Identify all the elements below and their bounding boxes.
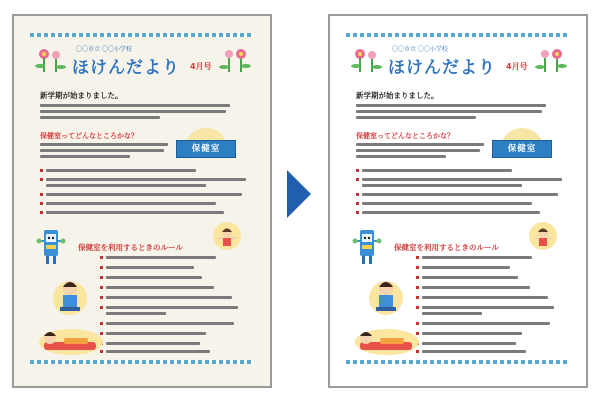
body-text-line	[362, 184, 522, 187]
body-text-line	[422, 286, 530, 289]
body-text-line	[422, 276, 518, 279]
flower-icon	[219, 46, 251, 74]
body-text-line	[422, 322, 550, 325]
mascot-illustration	[352, 226, 382, 270]
bullet-icon	[416, 266, 419, 269]
body-text-line	[422, 306, 554, 309]
body-text-line	[362, 178, 562, 181]
body-text-line	[362, 202, 532, 205]
flower-icon	[535, 46, 567, 74]
issue-label: 4月号	[190, 62, 212, 71]
body-text-line	[46, 169, 196, 172]
page-before	[12, 14, 272, 388]
page-after	[328, 14, 588, 388]
bullet-icon	[356, 211, 359, 214]
body-text-line	[106, 286, 214, 289]
bottom-border-stripe	[30, 360, 254, 364]
school-name: 〇〇市立 〇〇小学校	[392, 46, 448, 53]
bullet-icon	[356, 169, 359, 172]
body-text-line	[46, 211, 224, 214]
body-text-line	[422, 266, 510, 269]
bullet-icon	[100, 276, 103, 279]
body-text-line	[106, 312, 166, 315]
section-heading-rules: 保健室を利用するときのルール	[394, 243, 499, 252]
section-heading-rules: 保健室を利用するときのルール	[78, 243, 183, 252]
bullet-icon	[100, 306, 103, 309]
school-name: 〇〇市立 〇〇小学校	[76, 46, 132, 53]
bullet-icon	[40, 202, 43, 205]
newsletter-title: ほけんだより	[388, 58, 496, 78]
arrow-right-icon	[283, 168, 313, 220]
body-text-line	[356, 116, 476, 119]
body-text-line	[422, 342, 516, 345]
body-text-line	[40, 149, 164, 152]
bullet-icon	[40, 193, 43, 196]
body-text-line	[46, 184, 206, 187]
section-heading-new-year: 新学期が始まりました。	[40, 91, 123, 100]
body-text-line	[46, 202, 216, 205]
body-text-line	[356, 104, 546, 107]
body-text-line	[106, 266, 194, 269]
section-heading-new-year: 新学期が始まりました。	[356, 91, 439, 100]
body-text-line	[362, 169, 512, 172]
bullet-icon	[416, 276, 419, 279]
bullet-icon	[356, 178, 359, 181]
child-sitting-illustration	[50, 276, 90, 316]
child-waving-illustration	[209, 221, 245, 251]
bullet-icon	[416, 306, 419, 309]
child-lying-illustration	[354, 326, 420, 356]
body-text-line	[106, 256, 216, 259]
health-room-label: 保健室	[176, 140, 236, 158]
body-text-line	[106, 276, 202, 279]
body-text-line	[106, 322, 234, 325]
bullet-icon	[40, 178, 43, 181]
bullet-icon	[356, 202, 359, 205]
flower-icon	[34, 46, 66, 74]
body-text-line	[422, 296, 548, 299]
bullet-icon	[416, 322, 419, 325]
section-heading-question: 保健室ってどんなところかな？	[40, 132, 138, 140]
body-text-line	[40, 155, 130, 158]
child-lying-illustration	[38, 326, 104, 356]
body-text-line	[356, 149, 480, 152]
body-text-line	[422, 332, 522, 335]
health-room-sign	[492, 128, 552, 164]
body-text-line	[356, 143, 484, 146]
bullet-icon	[416, 286, 419, 289]
bullet-icon	[416, 256, 419, 259]
body-text-line	[106, 306, 238, 309]
bullet-icon	[40, 169, 43, 172]
newsletter-title: ほけんだより	[72, 58, 180, 78]
body-text-line	[362, 193, 558, 196]
bullet-icon	[100, 286, 103, 289]
body-text-line	[422, 312, 482, 315]
body-text-line	[362, 211, 540, 214]
bullet-icon	[356, 193, 359, 196]
bullet-icon	[416, 296, 419, 299]
body-text-line	[46, 178, 246, 181]
top-border-stripe	[346, 33, 570, 37]
health-room-label: 保健室	[492, 140, 552, 158]
body-text-line	[106, 342, 200, 345]
body-text-line	[40, 143, 168, 146]
bullet-icon	[40, 211, 43, 214]
body-text-line	[46, 193, 242, 196]
body-text-line	[106, 332, 206, 335]
flower-icon	[350, 46, 382, 74]
body-text-line	[40, 104, 230, 107]
issue-label: 4月号	[506, 62, 528, 71]
bottom-border-stripe	[346, 360, 570, 364]
body-text-line	[40, 110, 226, 113]
body-text-line	[356, 155, 446, 158]
mascot-illustration	[36, 226, 66, 270]
section-heading-question: 保健室ってどんなところかな？	[356, 132, 454, 140]
child-waving-illustration	[525, 221, 561, 251]
body-text-line	[40, 116, 160, 119]
health-room-sign	[176, 128, 236, 164]
bullet-icon	[100, 322, 103, 325]
body-text-line	[422, 256, 532, 259]
bullet-icon	[100, 266, 103, 269]
body-text-line	[422, 350, 526, 353]
bullet-icon	[100, 296, 103, 299]
body-text-line	[106, 350, 210, 353]
bullet-icon	[100, 256, 103, 259]
child-sitting-illustration	[366, 276, 406, 316]
top-border-stripe	[30, 33, 254, 37]
body-text-line	[106, 296, 232, 299]
body-text-line	[356, 110, 542, 113]
